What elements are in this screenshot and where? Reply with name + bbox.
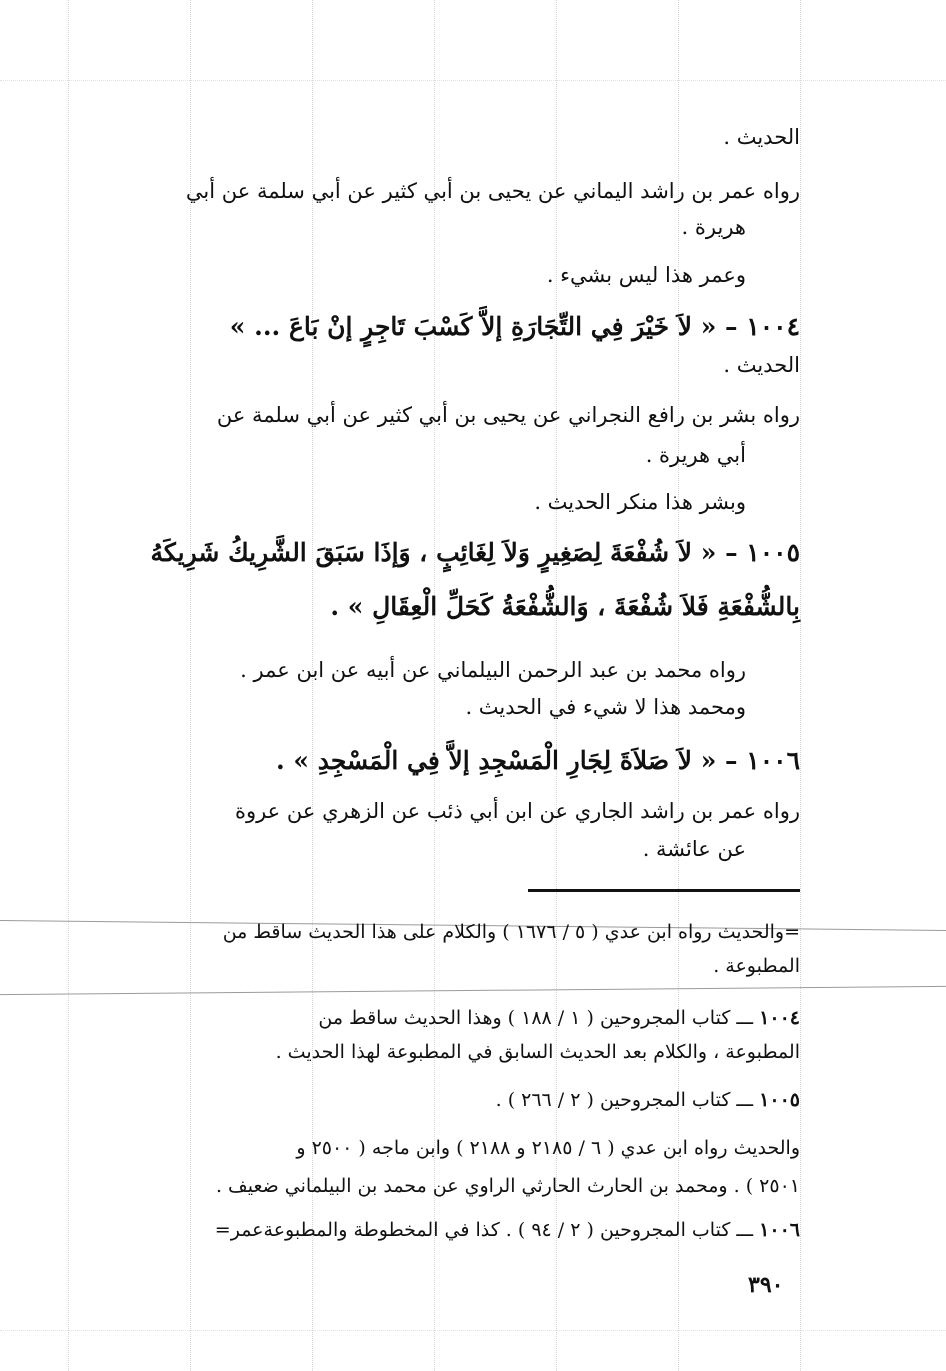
hadith-1004	[230, 310, 800, 344]
hadith-number: ١٠٠٤	[746, 312, 800, 341]
footnote-number: ١٠٠٥	[759, 1089, 800, 1111]
hadith-1005-continued: بِالشُّفْعَةِ فَلاَ شُفْعَةَ ، وَالشُّفْعَةُ كَحَلِّ الْعِقَالِ » .	[330, 592, 800, 621]
footnote-separator	[528, 889, 800, 892]
hadith-text: – « لاَ صَلاَةَ لِجَارِ الْمَسْجِدِ إلاَّ فِي الْمَسْجِدِ » .	[275, 746, 738, 775]
footnote-text: ـــ كتاب المجروحين ( ١ / ١٨٨ ) وهذا الحديث ساقط من	[318, 1007, 754, 1029]
footnote-1004	[318, 1004, 800, 1032]
page-number: ٣٩٠	[748, 1272, 784, 1298]
hadith-text: – « لاَ خَيْرَ فِي التِّجَارَةِ إلاَّ كَسْبَ تَاجِرٍ إنْ بَاعَ ... »	[229, 312, 738, 341]
text-line: الحديث .	[723, 125, 800, 149]
hadith-1006	[276, 744, 800, 778]
text-line: رواه بشر بن رافع النجراني عن يحيى بن أبي كثير عن أبي سلمة عن	[216, 403, 800, 427]
footnote-line: والحديث رواه ابن عدي ( ٦ / ٢١٨٥ و ٢١٨٨ ) وابن ماجه ( ٢٥٠٠ و	[296, 1137, 800, 1159]
text-line: ومحمد هذا لا شيء في الحديث .	[465, 695, 746, 719]
text-line: وعمر هذا ليس بشيء .	[546, 263, 746, 287]
footnote-text: ـــ كتاب المجروحين ( ٢ / ٩٤ ) . كذا في المخطوطة والمطبوعةعمر=	[214, 1219, 754, 1241]
footnote-number: ١٠٠٦	[759, 1219, 800, 1241]
text-line: رواه عمر بن راشد اليماني عن يحيى بن أبي كثير عن أبي سلمة عن أبي	[185, 179, 800, 203]
footnote-text: ـــ كتاب المجروحين ( ٢ / ٢٦٦ ) .	[495, 1089, 754, 1111]
footnote-line: ٢٥٠١ ) . ومحمد بن الحارث الحارثي الراوي عن محمد بن البيلماني ضعيف .	[215, 1175, 800, 1197]
text-line: رواه محمد بن عبد الرحمن البيلماني عن أبيه عن ابن عمر .	[240, 658, 746, 682]
footnote-1006	[215, 1216, 800, 1244]
text-line: أبي هريرة .	[645, 443, 746, 467]
text-line: وبشر هذا منكر الحديث .	[534, 490, 746, 514]
grid-line	[68, 0, 69, 1371]
text-line: هريرة .	[681, 215, 746, 239]
text-line: رواه عمر بن راشد الجاري عن ابن أبي ذئب عن الزهري عن عروة	[234, 799, 800, 823]
footnote-1005	[496, 1086, 800, 1114]
hadith-number: ١٠٠٦	[746, 746, 800, 775]
grid-line	[0, 1330, 946, 1331]
text-line: عن عائشة .	[642, 837, 746, 861]
grid-line	[800, 0, 801, 1371]
footnote-line: المطبوعة ، والكلام بعد الحديث السابق في المطبوعة لهذا الحديث .	[275, 1041, 800, 1063]
footnote-line: المطبوعة .	[713, 955, 800, 977]
paper-crease	[0, 986, 946, 995]
hadith-text: – « لاَ شُفْعَةَ لِصَغِيرٍ وَلاَ لِغَائِبٍ ، وَإذَا سَبَقَ الشَّرِيكُ شَرِيكَهُ	[150, 538, 738, 567]
text-line: الحديث .	[723, 353, 800, 377]
grid-line	[0, 80, 946, 81]
footnote-line: =والحديث رواه ابن عدي ( ٥ / ١٦٧٦ ) والكلام على هذا الحديث ساقط من	[222, 921, 800, 943]
footnote-number: ١٠٠٤	[759, 1007, 800, 1029]
hadith-number: ١٠٠٥	[746, 538, 800, 567]
hadith-1005	[150, 536, 800, 570]
